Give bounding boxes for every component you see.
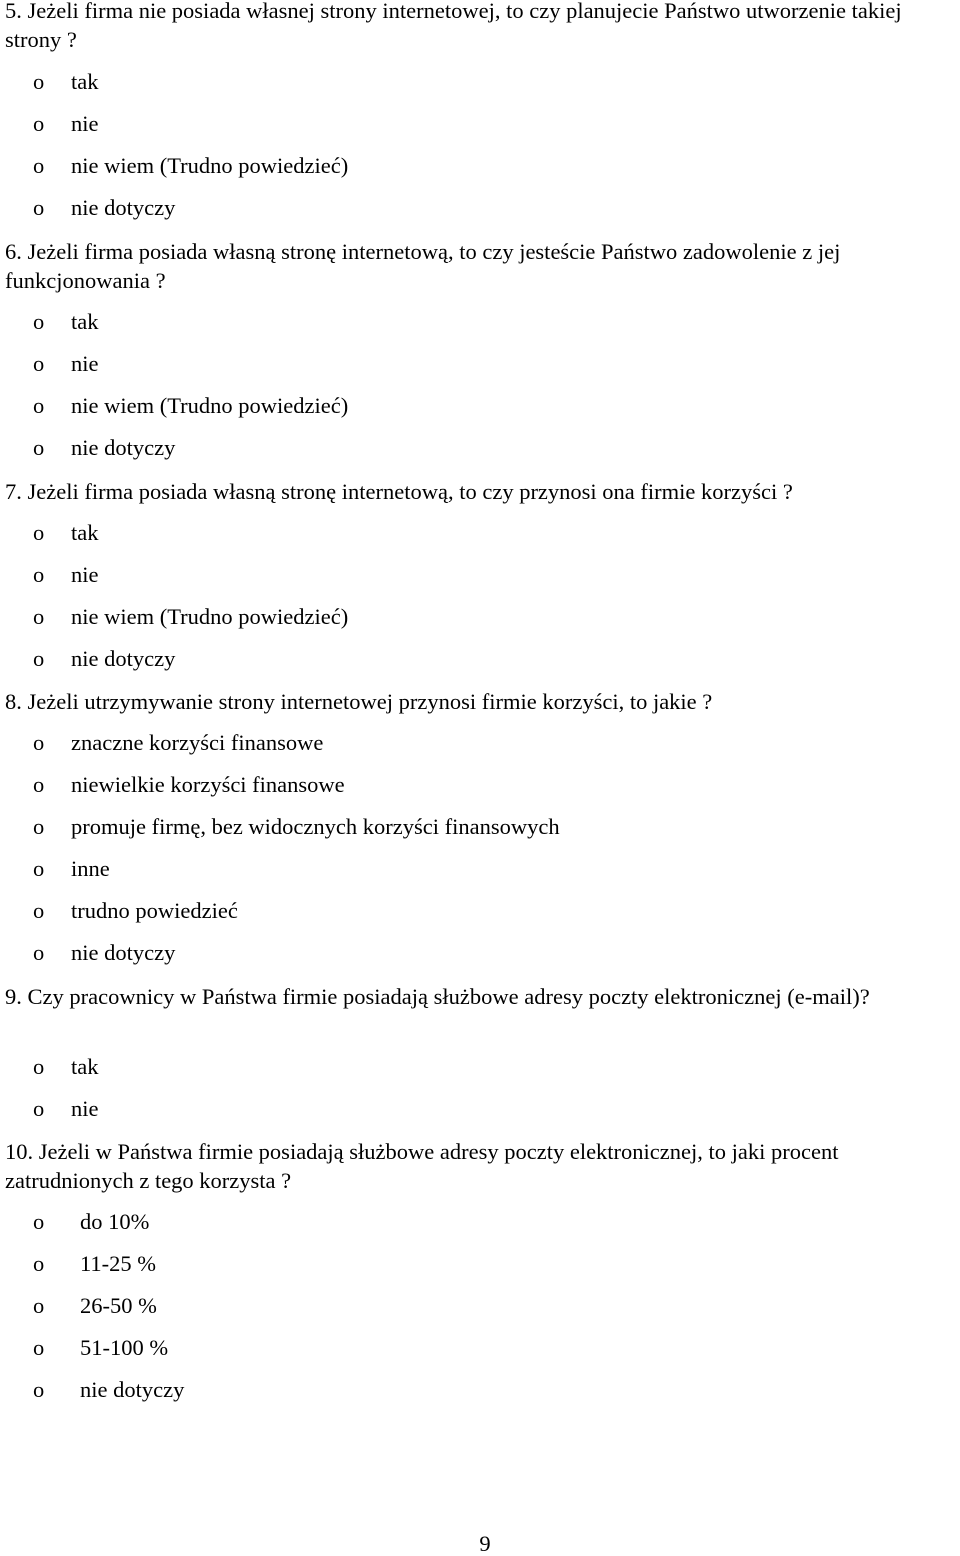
option [33, 1210, 184, 1252]
option-bullet: o [33, 520, 45, 545]
option-label: tak [71, 1054, 99, 1079]
option [33, 1336, 184, 1378]
option [33, 1055, 99, 1097]
option-bullet: o [33, 604, 45, 629]
option-label: nie [71, 111, 99, 136]
question-8-options [33, 731, 560, 983]
option-label: nie wiem (Trudno powiedzieć) [71, 393, 349, 418]
question-6: 6. Jeżeli firma posiada własną stronę internetową, to czy jesteście Państwo zadowolenie z jej funkcjonowania ? [5, 239, 841, 293]
option-bullet: o [33, 1054, 45, 1079]
option-label: 11-25 % [80, 1251, 157, 1276]
option [33, 563, 348, 605]
option [33, 394, 348, 436]
option [33, 731, 560, 773]
option-bullet: o [33, 856, 45, 881]
option-label: nie [71, 351, 99, 376]
option-bullet: o [33, 562, 45, 587]
option-bullet: o [33, 153, 45, 178]
question-5-options [33, 70, 348, 238]
option-label: tak [71, 69, 99, 94]
option [33, 1378, 184, 1420]
option [33, 70, 348, 112]
option-label: inne [71, 856, 110, 881]
option [33, 815, 560, 857]
option-bullet: o [33, 111, 45, 136]
option [33, 112, 348, 154]
option-bullet: o [33, 69, 45, 94]
option-label: nie dotyczy [71, 646, 176, 671]
option-label: niewielkie korzyści finansowe [71, 772, 345, 797]
option [33, 899, 560, 941]
question-7-options [33, 521, 348, 689]
option [33, 1097, 99, 1139]
option-label: 51-100 % [80, 1335, 169, 1360]
option [33, 605, 348, 647]
option-label: nie dotyczy [71, 940, 176, 965]
option-label: promuje firmę, bez widocznych korzyści finansowych [71, 814, 560, 839]
question-9-options [33, 1055, 99, 1139]
option-label: nie wiem (Trudno powiedzieć) [71, 153, 349, 178]
option-bullet: o [33, 1251, 45, 1276]
option-bullet: o [33, 898, 45, 923]
option [33, 941, 560, 983]
question-7: 7. Jeżeli firma posiada własną stronę internetową, to czy przynosi ona firmie korzyści ? [5, 479, 793, 504]
option-bullet: o [33, 730, 45, 755]
option [33, 436, 348, 478]
option [33, 1252, 184, 1294]
option [33, 521, 348, 563]
question-10: 10. Jeżeli w Państwa firmie posiadają służbowe adresy poczty elektronicznej, to jaki procent zatrudnionych z tego korzysta ? [5, 1139, 839, 1193]
option [33, 857, 560, 899]
option [33, 154, 348, 196]
option-bullet: o [33, 772, 45, 797]
option-label: nie [71, 562, 99, 587]
option-label: nie dotyczy [71, 195, 176, 220]
option-bullet: o [33, 1209, 45, 1234]
option-label: trudno powiedzieć [71, 898, 238, 923]
option-bullet: o [33, 1335, 45, 1360]
question-8: 8. Jeżeli utrzymywanie strony internetowej przynosi firmie korzyści, to jakie ? [5, 689, 713, 714]
option-label: nie dotyczy [71, 435, 176, 460]
option-bullet: o [33, 195, 45, 220]
option [33, 196, 348, 238]
question-9: 9. Czy pracownicy w Państwa firmie posiadają służbowe adresy poczty elektronicznej (e-mail)? [5, 984, 870, 1009]
option-bullet: o [33, 646, 45, 671]
option [33, 352, 348, 394]
option-label: nie wiem (Trudno powiedzieć) [71, 604, 349, 629]
question-10-options [33, 1210, 184, 1420]
option-bullet: o [33, 435, 45, 460]
question-5: 5. Jeżeli firma nie posiada własnej strony internetowej, to czy planujecie Państwo utworzenie takiej strony ? [5, 0, 902, 52]
question-6-options [33, 310, 348, 478]
option-label: do 10% [80, 1209, 150, 1234]
option-label: tak [71, 520, 99, 545]
option-label: tak [71, 309, 99, 334]
option [33, 310, 348, 352]
option-bullet: o [33, 1096, 45, 1121]
option [33, 1294, 184, 1336]
page-number: 9 [479, 1531, 491, 1556]
option [33, 647, 348, 689]
option-bullet: o [33, 309, 45, 334]
option-bullet: o [33, 393, 45, 418]
option-label: 26-50 % [80, 1293, 157, 1318]
option-bullet: o [33, 351, 45, 376]
option-label: nie dotyczy [80, 1377, 185, 1402]
option [33, 773, 560, 815]
option-label: znaczne korzyści finansowe [71, 730, 324, 755]
option-bullet: o [33, 1293, 45, 1318]
option-label: nie [71, 1096, 99, 1121]
option-bullet: o [33, 940, 45, 965]
option-bullet: o [33, 814, 45, 839]
option-bullet: o [33, 1377, 45, 1402]
